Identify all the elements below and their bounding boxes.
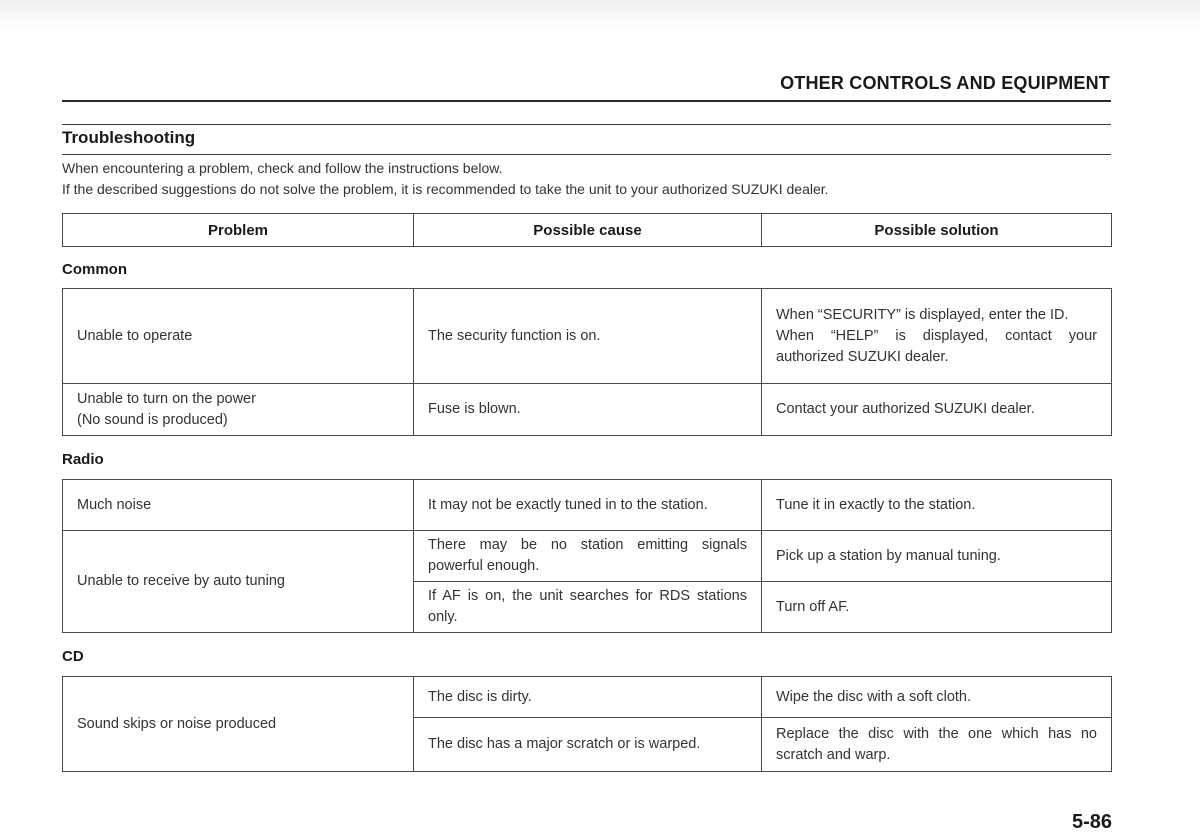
column-header-cause: Possible cause bbox=[414, 214, 762, 247]
solution-text: When “SECURITY” is displayed, enter the ID. When “HELP” is displayed, contact your authorized SUZUKI dealer. bbox=[776, 306, 1097, 365]
problem-cell bbox=[63, 384, 414, 436]
problem-text: Unable to turn on the power (No sound is produced) bbox=[77, 390, 256, 428]
cause-cell: If AF is on, the unit searches for RDS stations only. bbox=[414, 582, 762, 633]
column-header-table bbox=[62, 213, 1112, 247]
solution-cell: Tune it in exactly to the station. bbox=[762, 480, 1112, 531]
table-cd bbox=[62, 676, 1112, 772]
cause-cell: It may not be exactly tuned in to the station. bbox=[414, 480, 762, 531]
cause-cell: The disc is dirty. bbox=[414, 677, 762, 718]
table-row bbox=[63, 289, 1112, 384]
table-row bbox=[63, 531, 1112, 582]
column-header-problem: Problem bbox=[63, 214, 414, 247]
solution-cell bbox=[762, 289, 1112, 384]
group-label-cd: CD bbox=[62, 648, 84, 665]
page-title: OTHER CONTROLS AND EQUIPMENT bbox=[780, 73, 1110, 93]
table-row bbox=[63, 480, 1112, 531]
cause-cell: The disc has a major scratch or is warped. bbox=[414, 718, 762, 772]
solution-cell: Pick up a station by manual tuning. bbox=[762, 531, 1112, 582]
solution-cell: Wipe the disc with a soft cloth. bbox=[762, 677, 1112, 718]
section-rule-top bbox=[62, 124, 1111, 125]
solution-cell: Contact your authorized SUZUKI dealer. bbox=[762, 384, 1112, 436]
cause-cell: There may be no station emitting signals powerful enough. bbox=[414, 531, 762, 582]
section-rule-bottom bbox=[62, 154, 1111, 155]
group-label-radio: Radio bbox=[62, 451, 104, 468]
problem-cell: Unable to operate bbox=[63, 289, 414, 384]
cause-cell: Fuse is blown. bbox=[414, 384, 762, 436]
table-common bbox=[62, 288, 1112, 436]
header-rule bbox=[62, 100, 1111, 102]
intro-line-2: If the described suggestions do not solve the problem, it is recommended to take the unit to your authorized SUZUKI dealer. bbox=[62, 181, 829, 197]
group-label-common: Common bbox=[62, 261, 127, 278]
solution-cell: Replace the disc with the one which has no scratch and warp. bbox=[762, 718, 1112, 772]
table-row bbox=[63, 677, 1112, 718]
cause-cell: The security function is on. bbox=[414, 289, 762, 384]
scan-shadow bbox=[0, 0, 1200, 32]
problem-cell: Much noise bbox=[63, 480, 414, 531]
table-radio bbox=[62, 479, 1112, 633]
problem-cell: Sound skips or noise produced bbox=[63, 677, 414, 772]
column-header-solution: Possible solution bbox=[762, 214, 1112, 247]
section-title: Troubleshooting bbox=[62, 128, 196, 147]
solution-cell: Turn off AF. bbox=[762, 582, 1112, 633]
intro-line-1: When encountering a problem, check and follow the instructions below. bbox=[62, 160, 503, 176]
table-row bbox=[63, 384, 1112, 436]
page-number: 5-86 bbox=[1071, 811, 1112, 833]
problem-cell: Unable to receive by auto tuning bbox=[63, 531, 414, 633]
